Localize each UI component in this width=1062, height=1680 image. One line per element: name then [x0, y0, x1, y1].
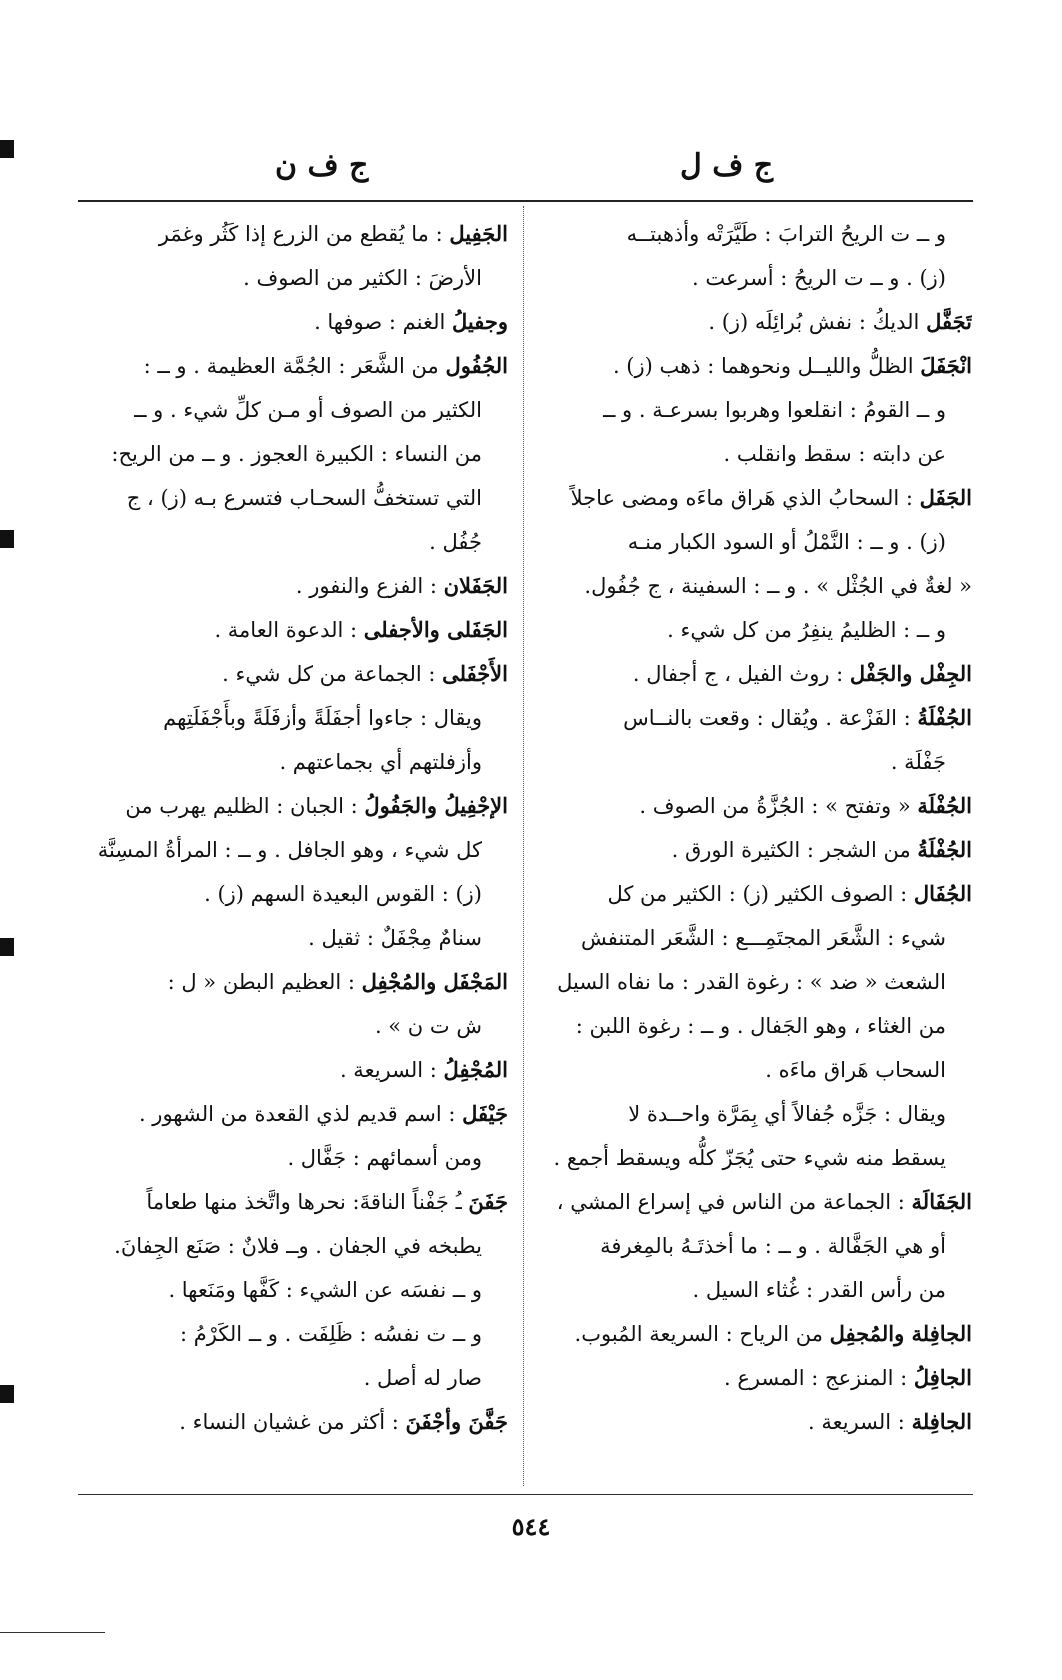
entry-line — [78, 476, 508, 520]
entry-line — [78, 520, 508, 564]
definition-text: (ز) . و ــ : النَّمْلُ أو السود الكبار منـه — [627, 530, 946, 554]
definition-text: جُفُل . — [429, 530, 482, 554]
margin-mark — [0, 530, 14, 548]
entry-line — [78, 388, 508, 432]
entry-line — [78, 1004, 508, 1048]
entry-line — [540, 1400, 972, 1444]
running-header-right: ج ف ل — [680, 148, 774, 183]
entry-line — [78, 1224, 508, 1268]
definition-text: سنامٌ مِجْفَلٌ : ثقيل . — [308, 926, 482, 950]
definition-text: : ما يُقطع من الزرع إذا كَثُر وغمَر — [158, 222, 450, 246]
entry-line — [540, 828, 972, 872]
entry-line — [540, 696, 972, 740]
headword: الجُفَال — [913, 881, 972, 906]
definition-text: و ــ ت نفسُه : ظَلِفَت . و ــ الكَرْمُ : — [179, 1322, 482, 1346]
definition-text: ـُ جَفْناً الناقةَ: نحرها واتَّخذ منها طعاماً — [146, 1190, 469, 1214]
margin-mark — [0, 140, 14, 158]
definition-text: أو هي الجَفَّالة . و ــ : ما أخذتَـهُ بالمِغرفة — [600, 1234, 946, 1258]
entry-line — [540, 1224, 972, 1268]
definition-text: : روث الفيل ، ج أجفال . — [632, 662, 850, 686]
definition-text: : الفزع والنفور . — [295, 574, 444, 598]
headword: الجافِلة — [911, 1409, 972, 1434]
margin-mark — [0, 938, 14, 956]
entry-line — [78, 432, 508, 476]
headword: الأَجْفَلى — [442, 661, 508, 686]
headword: الجافِلة والمُجفِل — [829, 1321, 972, 1346]
entry-line — [540, 432, 972, 476]
column-divider — [523, 206, 524, 1486]
entry-line — [540, 1136, 972, 1180]
definition-text: : الفَزْعة . ويُقال : وقعت بالنــاس — [623, 706, 918, 730]
definition-text: ويقال : جاءوا أجفَلَةً وأزفَلَةً وبأَجْفَلَتِهم — [163, 706, 482, 730]
definition-text: : السحابُ الذي هَراق ماءَه ومضى عاجلاً — [570, 486, 920, 510]
headword: جَفَّنَ وأجْفَنَ — [405, 1409, 508, 1434]
entry-line — [78, 212, 508, 256]
definition-text: : اسم قديم لذي القعدة من الشهور . — [138, 1102, 463, 1126]
entry-line — [78, 1092, 508, 1136]
entry-line — [78, 1268, 508, 1312]
headword: الجَفَل — [919, 485, 972, 510]
entry-line — [540, 520, 972, 564]
definition-text: « وتفتح » : الجُزَّةُ من الصوف . — [639, 794, 918, 818]
entry-line — [78, 784, 508, 828]
definition-text: (ز) . و ــ ت الريحُ : أسرعت . — [692, 266, 946, 290]
definition-text: جَفْلَة . — [890, 750, 946, 774]
headword: الجُفْلَةُ — [917, 837, 972, 862]
entry-line — [540, 256, 972, 300]
definition-text: صار له أصل . — [363, 1366, 482, 1390]
definition-text: و ــ ت الريحُ الترابَ : طَيَّرَتْه وأذهبتــه — [626, 222, 946, 246]
headword: الجُفْلَةُ — [917, 705, 972, 730]
left-column — [78, 212, 508, 1444]
headword: انْجَفَلَ — [920, 353, 972, 378]
definition-text: من رأس القدر : غُثاء السيل . — [692, 1278, 946, 1302]
entry-line — [540, 1312, 972, 1356]
headword: الجَفَلان — [443, 573, 508, 598]
definition-text: وأزفلتهم أي بجماعتهم . — [279, 750, 482, 774]
entry-line — [78, 1312, 508, 1356]
entry-line — [78, 1400, 508, 1444]
headword: الجُفْلَة — [917, 793, 972, 818]
definition-text: الكثير من الصوف أو مـن كلِّ شيء . و ــ — [134, 398, 482, 422]
definition-text: السحاب هَراق ماءَه . — [765, 1058, 946, 1082]
definition-text: الغنم : صوفها . — [314, 310, 452, 334]
right-column — [540, 212, 972, 1444]
definition-text: كل شيء ، وهو الجافل . و ــ : المرأةُ المسِنَّة — [97, 838, 482, 862]
definition-text: من الغثاء ، وهو الجَفال . و ــ : رغوة اللبن : — [575, 1014, 946, 1038]
entry-line — [78, 1180, 508, 1224]
entry-line — [540, 960, 972, 1004]
headword: المُجْفِلُ — [443, 1057, 508, 1082]
entry-line — [540, 344, 972, 388]
definition-text: و ــ : الظليمُ ينفِرُ من كل شيء . — [667, 618, 946, 642]
headword: جَيْفَل — [462, 1101, 508, 1126]
headword: الإجْفِيلُ والجَفُولُ — [364, 793, 508, 818]
definition-text: و ــ نفسَه عن الشيء : كَفَّها ومَنَعها . — [168, 1278, 482, 1302]
definition-text: الديكُ : نفش بُرائِلَه (ز) . — [708, 310, 927, 334]
definition-text: : أكثر من غشيان النساء . — [179, 1410, 406, 1434]
margin-mark — [0, 1385, 14, 1403]
definition-text: من الرياح : السريعة المُبوب. — [574, 1322, 830, 1346]
footer-rule — [78, 1494, 973, 1495]
entry-line — [78, 872, 508, 916]
definition-text: الشعث « ضد » : رغوة القدر : ما نفاه السيل — [557, 970, 946, 994]
definition-text: (ز) : القوس البعيدة السهم (ز) . — [204, 882, 482, 906]
running-header-left: ج ف ن — [275, 148, 369, 183]
headword: الجَفَالَة — [911, 1189, 972, 1214]
entry-line — [540, 1048, 972, 1092]
headword: جَفَنَ — [468, 1189, 508, 1214]
definition-text: : الجماعة من كل شيء . — [222, 662, 443, 686]
footnote-rule — [0, 1632, 105, 1633]
definition-text: ويقال : جَزَّه جُفالاً أي بِمَرَّة واحــدة لا — [628, 1102, 946, 1126]
entry-line — [540, 740, 972, 784]
entry-line — [78, 916, 508, 960]
entry-line — [540, 300, 972, 344]
definition-text: من الشجر : الكثيرة الورق . — [671, 838, 918, 862]
entry-line — [540, 476, 972, 520]
entry-line — [540, 784, 972, 828]
headword: الجِفْل والجَفْل — [849, 661, 972, 686]
definition-text: ش ت ن » . — [374, 1014, 482, 1038]
entry-line — [78, 256, 508, 300]
entry-line — [78, 1356, 508, 1400]
header-rule — [78, 200, 973, 202]
definition-text: الأرضَ : الكثير من الصوف . — [243, 266, 482, 290]
entry-line — [78, 564, 508, 608]
headword: الجافِلُ — [913, 1365, 972, 1390]
headword: تَجَفَّل — [926, 309, 972, 334]
entry-line — [540, 652, 972, 696]
headword: وجفيلُ — [452, 309, 508, 334]
definition-text: يطبخه في الجفان . وــ فلانٌ : صَنَع الجِفانَ. — [114, 1234, 482, 1258]
definition-text: الظلُّ والليــل ونحوهما : ذهب (ز) . — [612, 354, 921, 378]
entry-line — [78, 740, 508, 784]
headword: الجُفُول — [445, 353, 508, 378]
entry-line — [78, 1136, 508, 1180]
definition-text: عن دابته : سقط وانقلب . — [723, 442, 946, 466]
definition-text: : الدعوة العامة . — [214, 618, 364, 642]
entry-line — [78, 344, 508, 388]
entry-line — [78, 1048, 508, 1092]
definition-text: : السريعة . — [339, 1058, 444, 1082]
entry-line — [540, 1092, 972, 1136]
headword: الجَفَلى والأجفلى — [363, 617, 508, 642]
definition-text: من الشَّعَر : الجُمَّة العظيمة . و ــ : — [143, 354, 446, 378]
entry-line — [540, 916, 972, 960]
entry-line — [78, 652, 508, 696]
entry-line — [540, 388, 972, 432]
entry-line — [540, 608, 972, 652]
entry-line — [78, 960, 508, 1004]
entry-line — [78, 696, 508, 740]
entry-line — [540, 1268, 972, 1312]
entry-line — [78, 300, 508, 344]
entry-line — [78, 608, 508, 652]
entry-line — [540, 872, 972, 916]
definition-text: التي تستخفُّ السحـاب فتسرع بـه (ز) ، ج — [126, 486, 482, 510]
entry-line — [540, 1180, 972, 1224]
definition-text: : السريعة . — [807, 1410, 912, 1434]
definition-text: : الصوف الكثير (ز) : الكثير من كل — [607, 882, 914, 906]
page-number: ٥٤٤ — [511, 1512, 551, 1541]
definition-text: : الجماعة من الناس في إسراع المشي ، — [556, 1190, 912, 1214]
definition-text: من النساء : الكبيرة العجوز . و ــ من الريح: — [111, 442, 482, 466]
definition-text: : الجبان : الظليم يهرب من — [125, 794, 365, 818]
definition-text: يسقط منه شيء حتى يُجَزّ كلُّه ويسقط أجمع . — [553, 1146, 946, 1170]
definition-text: شيء : الشَّعَر المجتَمِـــع : الشَّعَر المتنفش — [580, 926, 946, 950]
definition-text: : العظيم البطن « ل : — [167, 970, 362, 994]
entry-line — [78, 828, 508, 872]
definition-text: « لغةٌ في الجُثْل » . و ــ : السفينة ، ج جُفُول. — [584, 574, 972, 598]
headword: الجَفِيل — [449, 221, 508, 246]
entry-line — [540, 212, 972, 256]
headword: المَجْفَل والمُجْفِل — [361, 969, 508, 994]
definition-text: و ــ القومُ : انقلعوا وهربوا بسرعـة . و ــ — [603, 398, 946, 422]
definition-text: : المنزعج : المسرع . — [724, 1366, 914, 1390]
entry-line — [540, 564, 972, 608]
entry-line — [540, 1356, 972, 1400]
entry-line — [540, 1004, 972, 1048]
definition-text: ومن أسمائهم : جَفَّال . — [287, 1146, 482, 1170]
